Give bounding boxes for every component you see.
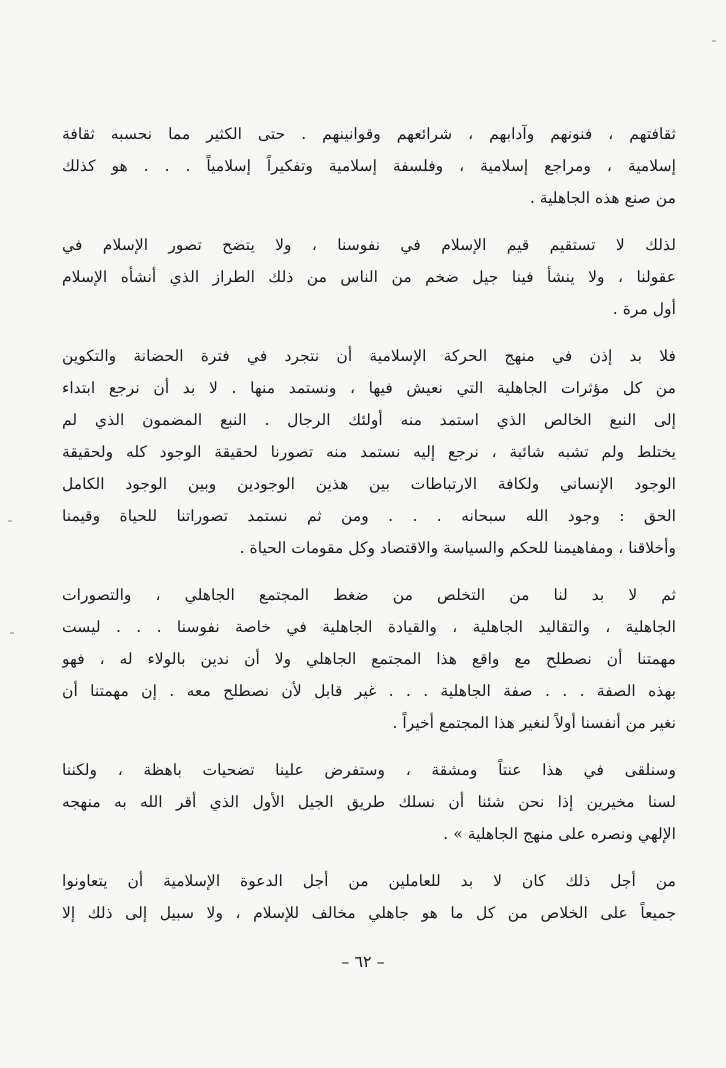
paragraph: [62, 229, 676, 325]
text-line: يختلط ولم تشبه شائبة ، نرجع إليه نستمد منه تصورنا لحقيقة الوجود كله ولحقيقة: [62, 443, 676, 461]
text-line: من أجل ذلك كان لا بد للعاملين من أجل الدعوة الإسلامية أن يتعاونوا: [62, 872, 676, 890]
text-line: إسلامية ، ومراجع إسلامية ، وفلسفة إسلامية وتفكيراً إسلامياً . . . هو كذلك: [62, 157, 676, 175]
text-line: ثم لا بد لنا من التخلص من ضغط المجتمع الجاهلي ، والتصورات: [62, 586, 676, 604]
text-line: لسنا مخيرين إذا نحن شئنا أن نسلك طريق الجيل الأول الذي أقر الله به منهجه: [62, 793, 676, 811]
text-line: فلا بد إذن في منهج الحركة الإسلامية أن نتجرد في فترة الحضانة والتكوين: [62, 347, 676, 365]
text-line: لذلك لا تستقيم قيم الإسلام في نفوسنا ، ولا يتضح تصور الإسلام في: [62, 236, 676, 254]
text-line: وسنلقى في هذا عنتاً ومشقة ، وستفرض علينا تضحيات باهظة ، ولكننا: [62, 761, 676, 779]
paragraph: [62, 579, 676, 739]
text-line: الوجود الإنساني ولكافة الارتباطات بين هذين الوجودين وبين الوجود الكامل: [62, 475, 676, 493]
margin-mark: [712, 40, 716, 42]
text-line: إلى النبع الخالص الذي استمد منه أولئك الرجال . النبع المضمون الذي لم: [62, 411, 676, 429]
text-line: أول مرة .: [612, 300, 676, 318]
text-line: ثقافتهم ، فنونهم وآدابهم ، شرائعهم وقوانينهم . حتى الكثير مما نحسبه ثقافة: [62, 125, 676, 143]
text-line: مهمتنا أن نصطلح مع واقع هذا المجتمع الجاهلي ولا أن ندين بالولاء له ، فهو: [62, 650, 676, 668]
text-line: من صنع هذه الجاهلية .: [529, 189, 676, 207]
text-line: جميعاً على الخلاص من كل ما هو جاهلي مخالف للإسلام ، ولا سبيل إلى ذلك إلا: [62, 904, 676, 922]
text-line: من كل مؤثرات الجاهلية التي نعيش فيها ، ونستمد منها . لا بد أن نرجع ابتداء: [62, 379, 676, 397]
paragraph: [62, 340, 676, 564]
text-line: الإلهي ونصره على منهج الجاهلية » .: [443, 825, 676, 843]
margin-mark: [10, 632, 14, 634]
body-text: [62, 118, 676, 944]
text-line: الجاهلية ، والتقاليد الجاهلية ، والقيادة الجاهلية في خاصة نفوسنا . . . ليست: [62, 618, 676, 636]
text-line: بهذه الصفة . . . صفة الجاهلية . . . غير قابل لأن نصطلح معه . إن مهمتنا أن: [62, 682, 676, 700]
paragraph: [62, 754, 676, 850]
margin-mark: [8, 520, 12, 522]
text-line: الحق : وجود الله سبحانه . . . ومن ثم نستمد تصوراتنا للحياة وقيمنا: [62, 507, 676, 525]
paragraph: [62, 865, 676, 929]
text-line: عقولنا ، ولا ينشأ فينا جيل ضخم من الناس من ذلك الطراز الذي أنشأه الإسلام: [62, 268, 676, 286]
page-number: – ٦٢ –: [341, 952, 385, 971]
text-line: نغير من أنفسنا أولاً لنغير هذا المجتمع أخيراً .: [392, 714, 676, 732]
text-line: وأخلاقنا ، ومفاهيمنا للحكم والسياسة والاقتصاد وكل مقومات الحياة .: [239, 539, 676, 557]
paragraph: [62, 118, 676, 214]
